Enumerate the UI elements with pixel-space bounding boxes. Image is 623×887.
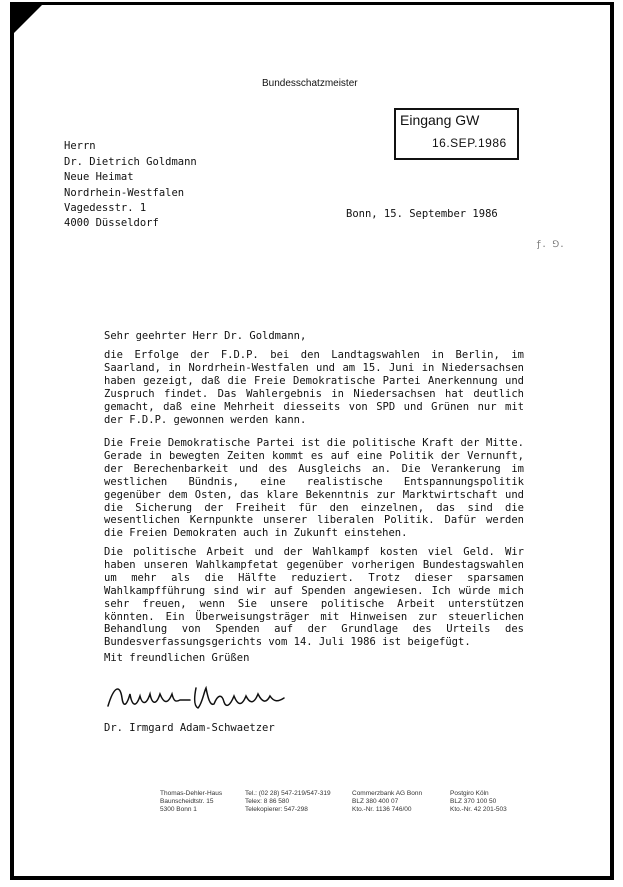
footer-line: Baunscheidtstr. 15 [160,798,214,805]
margin-note: ƒ. ⅁. [536,240,565,250]
footer-line: Telekopierer: 547-298 [245,806,308,813]
footer-line: Thomas-Dehler-Haus [160,790,223,797]
footer-line: Telex: 8 86 580 [245,798,290,805]
footer-line: BLZ 370 100 50 [450,798,497,805]
recipient-address [64,139,197,217]
handwritten-signature [106,680,336,720]
body-paragraph: die Erfolge der F.D.P. bei den Landtagswahlen in Berlin, im Saarland, in Nordrhein-Westfalen und am 15. Juni in Niedersachsen haben gezeigt, daß die Freie Demokratische Partei Anerkennung und Zuspruch findet. Das Wahlergebnis in Niedersachsen hat deutlich gemacht, daß eine Mehrheit diesseits von SPD und Grünen nur mit der F.D.P. gewonnen werden kann. [104,349,524,426]
letterhead-title: Bundesschatzmeister [262,78,358,89]
address-line: Vagedesstr. 1 [64,202,147,214]
address-line: Dr. Dietrich Goldmann [64,155,197,168]
footer-line: Commerzbank AG Bonn [352,790,423,797]
footer-line: Kto.-Nr. 1136 746/00 [352,806,412,813]
address-line: Herrn [64,140,96,152]
footer-address [160,790,222,814]
stamp-title: Eingang GW [400,112,480,128]
footer-line: Tel.: (02 28) 547-219/547-319 [245,790,331,797]
footer-postgiro [450,790,507,814]
footer-line: Postgiro Köln [450,790,489,797]
scan-border-top [10,2,614,5]
scan-border-right [610,2,614,880]
recipient-city: 4000 Düsseldorf [64,217,159,229]
body-paragraph: Die Freie Demokratische Partei ist die politische Kraft der Mitte. Gerade in bewegten Zeiten kommt es auf eine Politik der Vernunft, der Berechenbarkeit und des Ausgleichs an. Die Verankerung im westlichen Bündnis, eine realistische Entspannungspolitik gegenüber dem Osten, das klare Bekenntnis zur Marktwirtschaft und die Sicherung der Freiheit für den einzelnen, das sind die wesentlichen Kernpunkte unserer liberalen Politik. Dafür werden die Freien Demokraten auch in Zukunft einstehen. [104,437,524,540]
received-stamp [394,108,519,160]
address-line: Nordrhein-Westfalen [64,186,185,199]
address-line: Neue Heimat [64,171,134,183]
body-paragraph: Die politische Arbeit und der Wahlkampf kosten viel Geld. Wir haben unseren Wahlkampfetat gegenüber vorherigen Bundestagswahlen um mehr als die Hälfte reduziert. Trotz dieser sparsamen Wahlkampfführung sind wir auf Spenden angewiesen. Ich würde mich sehr freuen, wenn Sie unsere politische Arbeit unterstützen könnten. Ein Überweisungsträger mit Hinweisen zur steuerlichen Behandlung von Spenden auf der Grundlage des Urteils des Bundesverfassungsgerichts vom 14. Juli 1986 ist beigefügt. [104,546,524,649]
footer-bank [352,790,422,814]
scan-border-bottom [10,876,614,880]
closing: Mit freundlichen Grüßen [104,652,250,664]
salutation: Sehr geehrter Herr Dr. Goldmann, [104,330,307,342]
scan-border-left [10,2,14,880]
footer-line: BLZ 380 400 07 [352,798,399,805]
letter-date: Bonn, 15. September 1986 [346,208,498,220]
signer-name: Dr. Irmgard Adam-Schwaetzer [104,722,275,734]
stamp-date: 16.SEP.1986 [432,136,507,150]
corner-mark [12,5,42,35]
footer-line: 5300 Bonn 1 [160,806,197,813]
footer-line: Kto.-Nr. 42 201-503 [450,806,507,813]
footer-contact [245,790,331,814]
